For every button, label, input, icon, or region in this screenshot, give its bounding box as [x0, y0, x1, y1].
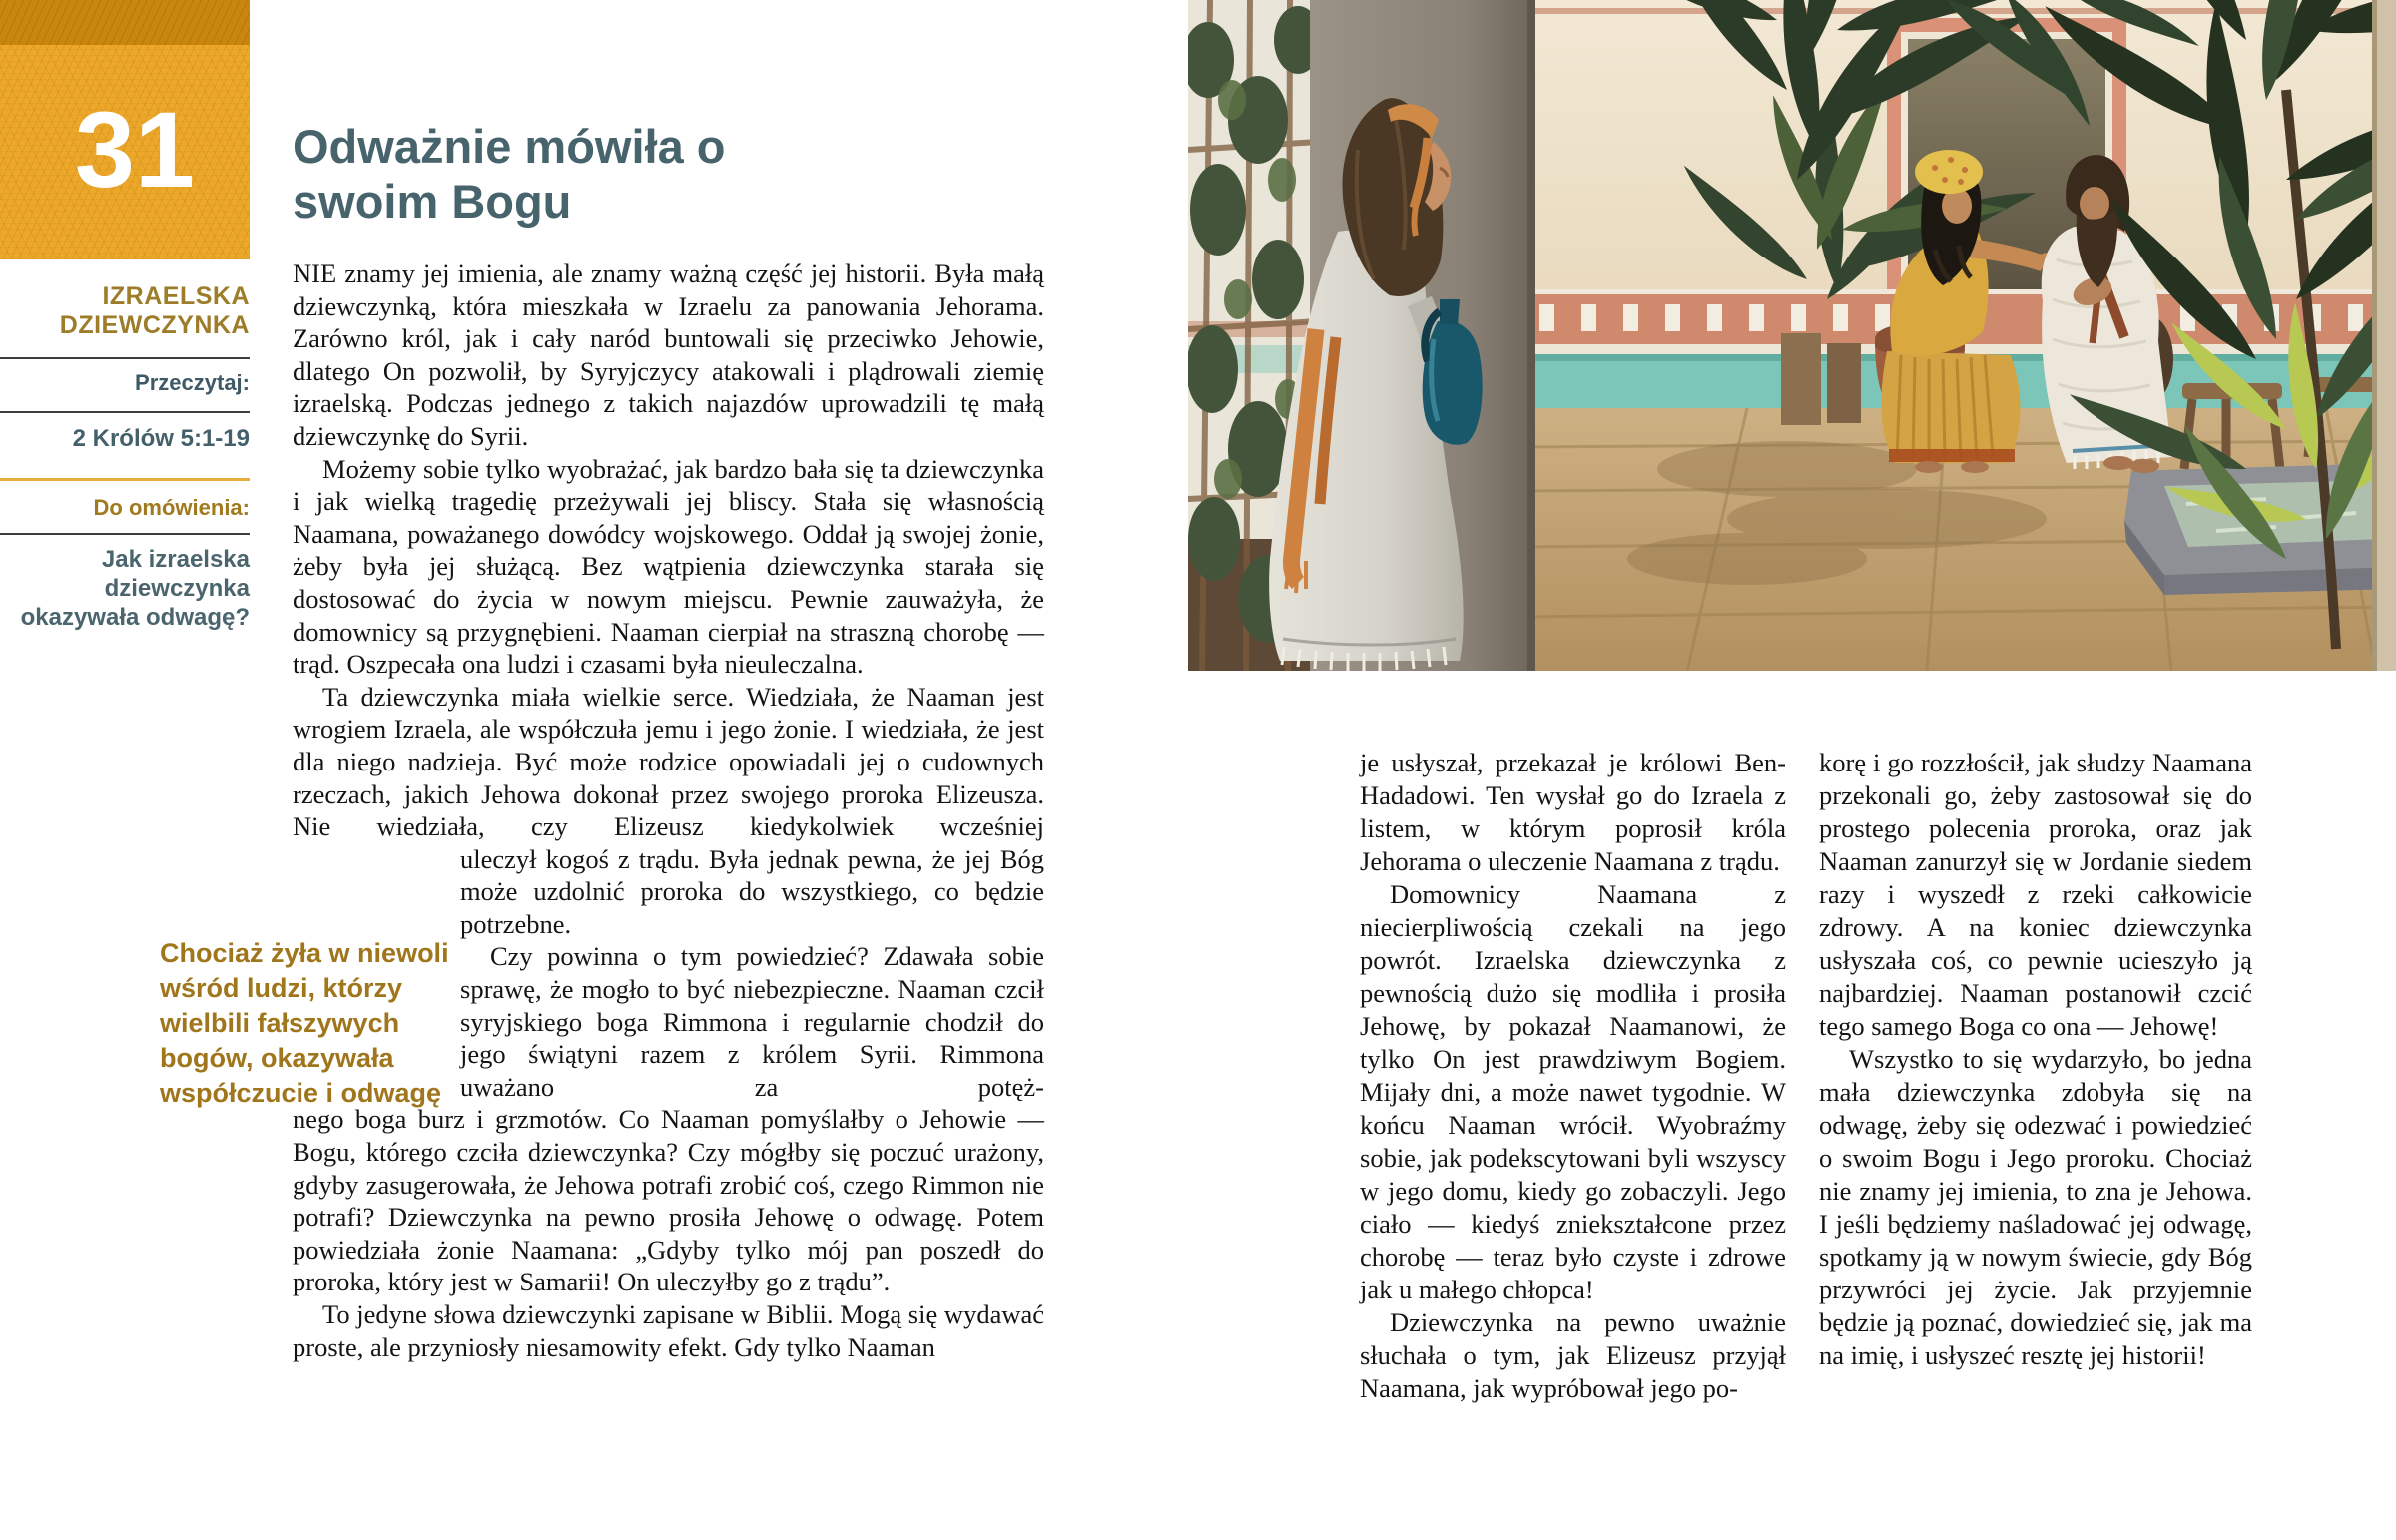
article-paragraph: NIE znamy jej imienia, ale znamy ważną część jej historii. Była małą dziewczynką, która mieszkała w Izraelu za panowania Jehorama. Zarówno król, jak i cały naród buntowali się przeciwko Jehowie, dlatego On pozwolił, by Syryjczycy atakowali i plądrowali ziemię izraelską. Podczas jednego z takich najazdów uprowadzili tę małą dziewczynkę do Syrii. — [293, 258, 1044, 451]
column-paragraph: Domownicy Naamana z niecierpliwością czekali na jego powrót. Izraelska dziewczynka z pewnością dużo się modliła i prosiła Jehowę, by pokazał Naamanowi, że tylko On jest prawdziwym Bogiem. Mijały dni, a może nawet tygodnie. W końcu Naaman wrócił. Wyobraźmy sobie, jak podekscytowani byli wszyscy w jego domu, kiedy go zobaczyli. Jego ciało — kiedyś zniekształcone przez chorobę — teraz było czyste i zdrowe jak u małego chłopca! — [1360, 879, 1786, 1304]
article-paragraph: uleczył kogoś z trądu. Była jednak pewna, że jej Bóg może uzdolnić proroka do wszystkiego, co będzie potrzebne. — [460, 843, 1044, 939]
sidebar-rule-2 — [0, 411, 250, 413]
article-paragraph: To jedyne słowa dziewczynki zapisane w Biblii. Mogą się wydawać proste, ale przyniosły niesamowity efekt. Gdy tylko Naaman — [293, 1299, 1044, 1362]
sidebar-rule-3 — [0, 533, 250, 535]
chapter-badge-band — [0, 0, 250, 45]
sidebar-discuss-question: Jak izraelska dziewczynka okazywała odwagę? — [20, 546, 250, 631]
sidebar-subject: IZRAELSKA DZIEWCZYNKA — [59, 282, 250, 339]
sidebar-rule-gold — [0, 478, 250, 481]
chapter-number: 31 — [74, 89, 195, 210]
sidebar-rule-1 — [0, 357, 250, 359]
pull-quote: Chociaż żyła w niewoli wśród ludzi, którzy wielbili fałszywych bogów, okazywała współczucie i odwagę — [160, 938, 449, 1108]
sidebar-read-label: Przeczytaj: — [135, 370, 250, 395]
column-paragraph: Dziewczynka na pewno uważnie słuchała o tym, jak Elizeusz przyjął Naamana, jak wypróbował jego po- — [1360, 1307, 1786, 1403]
column-paragraph: Wszystko to się wydarzyło, bo jedna mała dziewczynka zdobyła się na odwagę, żeby się odezwać i powiedzieć o swoim Bogu i Jego proroku. Chociaż nie znamy jej imienia, to zna je Jehowa. I jeśli będziemy naśladować jej odwagę, spotkamy ją w nowym świecie, gdy Bóg przywróci jej życie. Jak przyjemnie będzie ją poznać, dowiedzieć się, jak ma na imię, i usłyszeć resztę jej historii! — [1819, 1044, 2252, 1370]
article-paragraph: Czy powinna o tym powiedzieć? Zdawała sobie sprawę, że mogło to być niebezpieczne. Naaman czcił syryjskiego boga Rimmona i regularnie chodził do jego świątyni razem z królem Syrii. Rimmona uważano za potęż- — [460, 941, 1044, 1102]
sidebar-discuss-label: Do omówienia: — [93, 495, 250, 520]
article-body — [293, 257, 1044, 1363]
article-paragraph: nego boga burz i grzmotów. Co Naaman pomyślałby o Jehowie — Bogu, którego czciła dziewczynka? Czy mógłby się poczuć urażony, gdyby zasugerowała, że Jehowa potrafi zrobić coś, czego Rimmon nie potrafi? Dziewczynka na pewno prosiła Jehowę o odwagę. Potem powiedziała żonie Naamana: „Gdyby tylko mój pan poszedł do proroka, który jest w Samarii! On uleczyłby go z trądu”. — [293, 1104, 1044, 1297]
story-illustration — [1188, 0, 2396, 671]
sidebar-read-reference: 2 Królów 5:1-19 — [72, 425, 250, 452]
column-paragraph: je usłyszał, przekazał je królowi Ben-Hadadowi. Ten wysłał go do Izraela z listem, w którym poprosił króla Jehorama o uleczenie Naamana z trądu. — [1360, 748, 1786, 876]
page-title: Odważnie mówiła o swoim Bogu — [293, 120, 726, 229]
article-paragraph: Możemy sobie tylko wyobrażać, jak bardzo bała się ta dziewczynka i jak wielką tragedię przeżywali jej bliscy. Stała się własnością Naamana, poważanego dowódcy wojskowego. Oddał ją swojej żonie, żeby była jej służącą. Bez wątpienia dziewczynka starała się dostosować do życia w nowym miejscu. Pewnie zauważyła, że domownicy są przygnębieni. Naaman cierpiał na straszną chorobę — trąd. Oszpecała ona ludzi i czasami była nieuleczalna. — [293, 453, 1044, 680]
article-paragraph: Ta dziewczynka miała wielkie serce. Wiedziała, że Naaman jest wrogiem Izraela, ale współczuła jemu i jego żonie. I wiedziała, że jest dla niego nadzieja. Być może rodzice opowiadali jej o cudownych rzeczach, jakich Jehowa dokonał przez swojego proroka Elizeusza. Nie wiedziała, czy Elizeusz kiedykolwiek wcześniej — [293, 681, 1044, 842]
article-wrapped-block — [460, 843, 1044, 1104]
column-paragraph: korę i go rozzłościł, jak słudzy Naamana przekonali go, żeby zastosował się do prostego polecenia proroka, oraz jak Naaman zanurzył się w Jordanie siedem razy i wyszedł z rzeki całkowicie zdrowy. A na koniec dziewczynka usłyszała coś, co pewnie ucieszyło ją najbardziej. Naaman postanowił czcić tego samego Boga co ona — Jehowę! — [1819, 748, 2252, 1041]
text-column-left — [1360, 747, 1786, 1405]
text-column-right — [1819, 747, 2252, 1372]
